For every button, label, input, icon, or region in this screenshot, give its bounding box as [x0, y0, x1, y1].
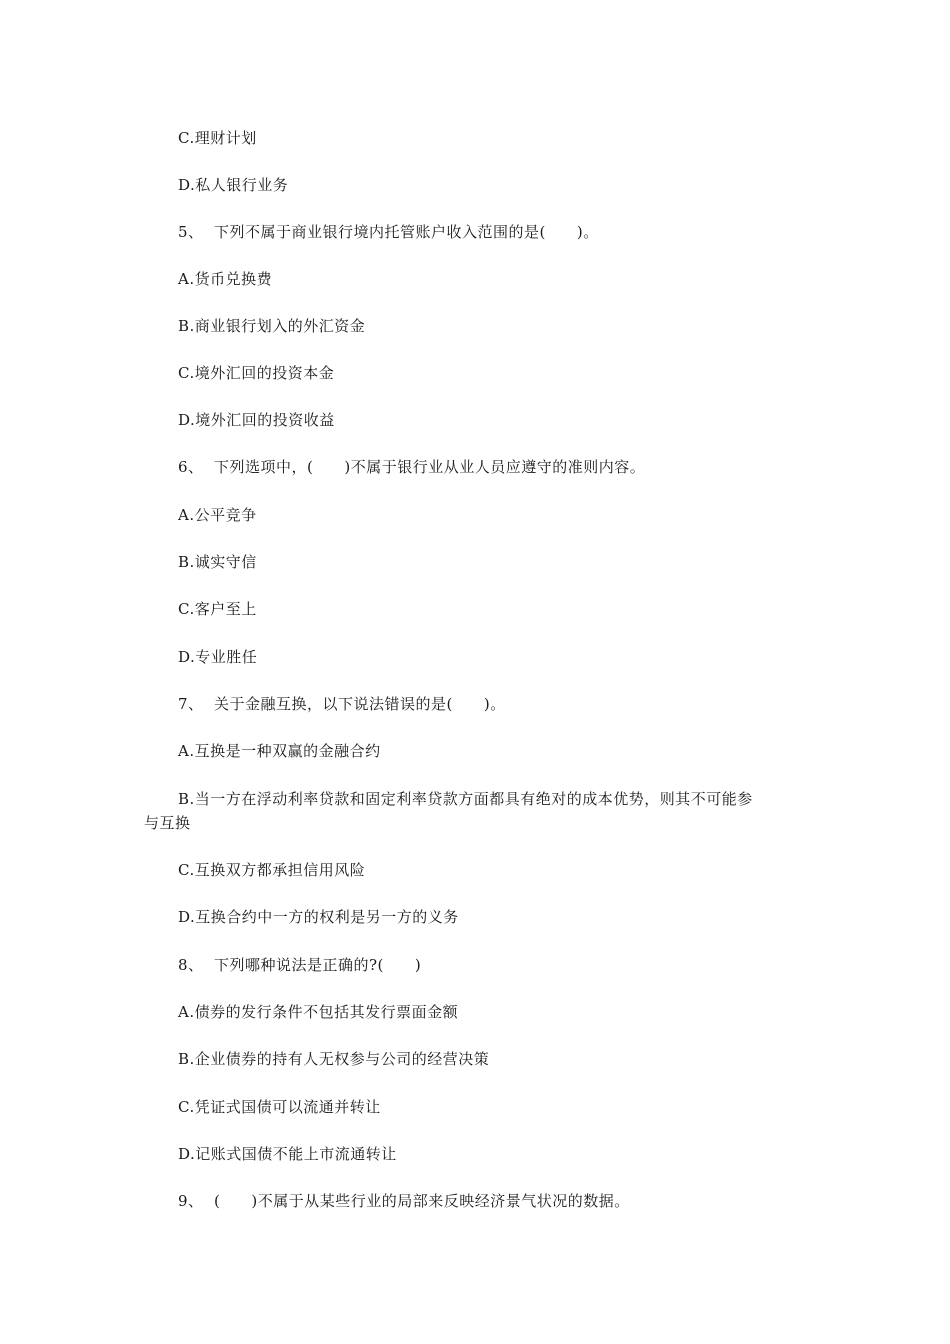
- question-7: [178, 692, 808, 716]
- question-number: 8、: [178, 956, 204, 974]
- option-7d: D.互换合约中一方的权利是另一方的义务: [178, 908, 459, 926]
- option-7b-line-1: B.当一方在浮动利率贷款和固定利率贷款方面都具有绝对的成本优势，则其不可能参: [178, 790, 753, 808]
- question-number: 5、: [178, 223, 204, 241]
- option-7c: C.互换双方都承担信用风险: [178, 861, 366, 879]
- option-6b: B.诚实守信: [178, 553, 257, 571]
- option-8c: C.凭证式国债可以流通并转让: [178, 1098, 381, 1116]
- question-number: 9、: [178, 1192, 204, 1210]
- option-8a: A.债券的发行条件不包括其发行票面金额: [178, 1003, 459, 1021]
- option-8d: D.记账式国债不能上市流通转让: [178, 1145, 397, 1163]
- question-5: [178, 220, 808, 244]
- option-6a: A.公平竞争: [178, 506, 257, 524]
- option-6c: C.客户至上: [178, 600, 257, 618]
- question-text: 下列哪种说法是正确的?( ): [214, 956, 422, 974]
- question-text: 下列选项中，( )不属于银行业从业人员应遵守的准则内容。: [214, 458, 646, 476]
- option-5b: B.商业银行划入的外汇资金: [178, 317, 366, 335]
- option-7a: A.互换是一种双赢的金融合约: [178, 742, 381, 760]
- option-6d: D.专业胜任: [178, 648, 258, 666]
- question-text: ( )不属于从某些行业的局部来反映经济景气状况的数据。: [214, 1192, 630, 1210]
- option-4d: D.私人银行业务: [178, 176, 289, 194]
- question-number: 7、: [178, 695, 204, 713]
- question-number: 6、: [178, 458, 204, 476]
- option-7b-line-2: 与互换: [144, 814, 191, 832]
- question-8: [178, 953, 808, 977]
- option-8b: B.企业债券的持有人无权参与公司的经营决策: [178, 1050, 490, 1068]
- option-5c: C.境外汇回的投资本金: [178, 364, 335, 382]
- question-text: 下列不属于商业银行境内托管账户收入范围的是( )。: [214, 223, 599, 241]
- option-5a: A.货币兑换费: [178, 270, 273, 288]
- question-9: [178, 1189, 808, 1213]
- question-text: 关于金融互换，以下说法错误的是( )。: [214, 695, 506, 713]
- option-4c: C.理财计划: [178, 129, 257, 147]
- question-6: [178, 455, 808, 479]
- option-5d: D.境外汇回的投资收益: [178, 411, 335, 429]
